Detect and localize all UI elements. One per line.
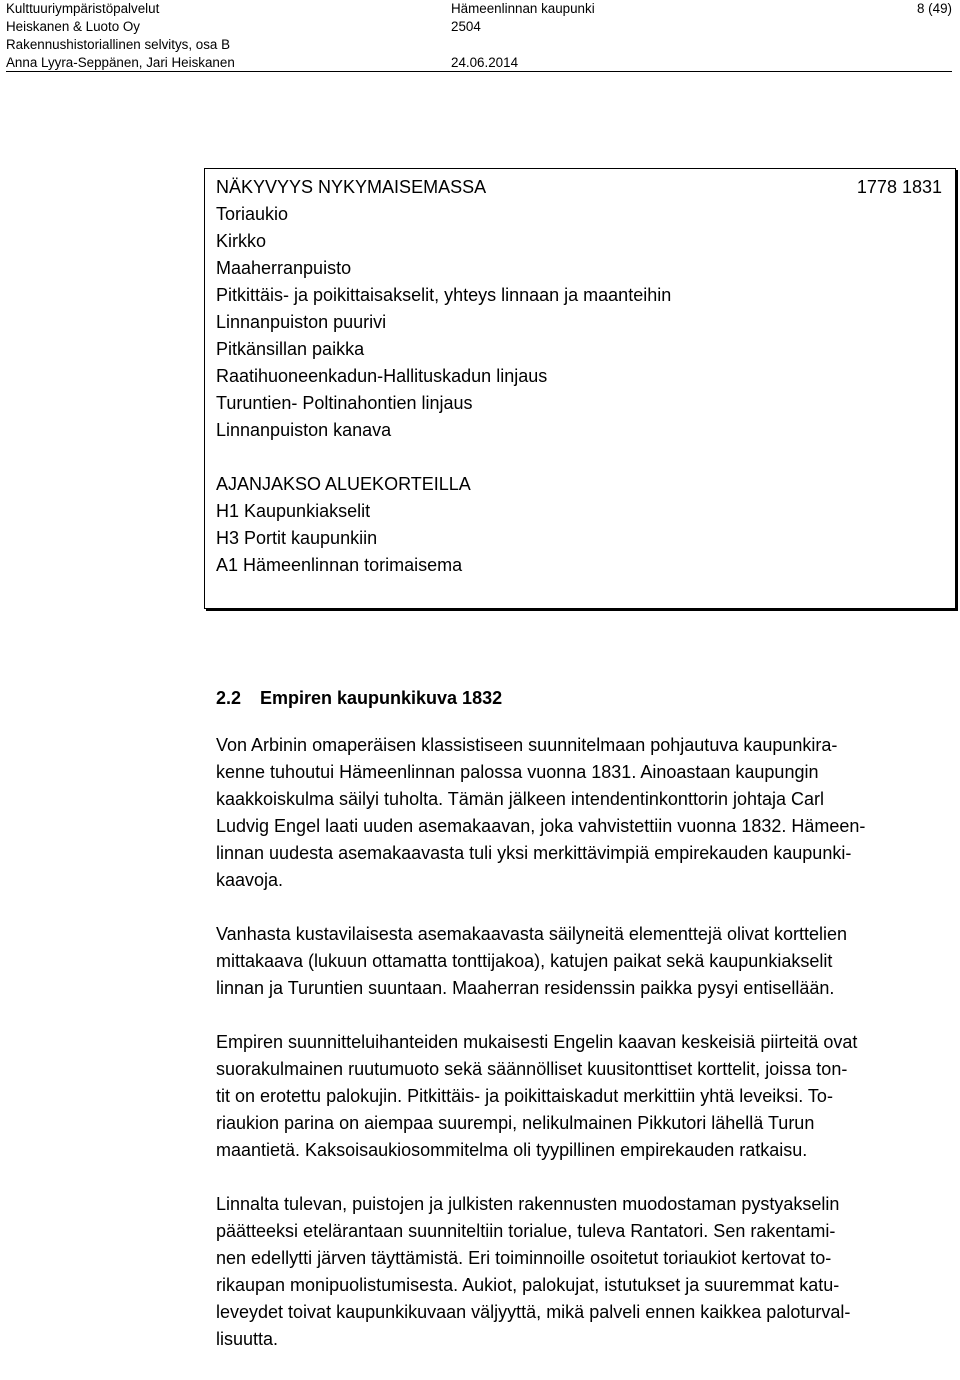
header-page-number: 8 (49) bbox=[917, 1, 952, 16]
header-client: Hämeenlinnan kaupunki bbox=[451, 1, 595, 16]
header-company: Heiskanen & Luoto Oy bbox=[6, 19, 140, 34]
header-date: 24.06.2014 bbox=[451, 55, 519, 70]
header-project-number: 2504 bbox=[451, 19, 481, 34]
text-line: Von Arbinin omaperäisen klassistiseen suunnitelmaan pohjautuva kaupunkira- bbox=[216, 735, 838, 755]
paragraph bbox=[216, 1191, 930, 1353]
text-line: päätteeksi etelärantaan suunniteltiin torialue, tuleva Rantatori. Sen rakentami- bbox=[216, 1221, 836, 1241]
header-authors: Anna Lyyra-Seppänen, Jari Heiskanen bbox=[6, 55, 235, 70]
box-item: Toriaukio bbox=[216, 204, 289, 224]
box-item: Maaherranpuisto bbox=[216, 258, 352, 278]
box-item: Pitkänsillan paikka bbox=[216, 339, 365, 359]
box-years: 1778 1831 bbox=[856, 177, 942, 197]
text-line: mittakaava (lukuun ottamatta tonttijakoa), katujen paikat sekä kaupunkiakselit bbox=[216, 951, 833, 971]
text-line: riaukion parina on aiempaa suurempi, nelikulmainen Pikkutori lähellä Turun bbox=[216, 1113, 815, 1133]
paragraph bbox=[216, 1029, 930, 1164]
page-header bbox=[6, 0, 952, 72]
box-item: Pitkittäis- ja poikittaisakselit, yhteys linnaan ja maanteihin bbox=[216, 285, 672, 305]
box-item: Turuntien- Poltinahontien linjaus bbox=[216, 393, 473, 413]
text-line: kaakkoiskulma säilyi tuholta. Tämän jälkeen intendentinkonttorin johtaja Carl bbox=[216, 789, 825, 809]
text-line: nen edellytti järven täyttämistä. Eri toiminnoille osoitetut toriaukiot kertovat to- bbox=[216, 1248, 832, 1268]
header-middle bbox=[451, 0, 595, 72]
header-divider bbox=[6, 71, 952, 72]
box-title: NÄKYVYYS NYKYMAISEMASSA bbox=[216, 177, 487, 197]
text-line: lisuutta. bbox=[216, 1329, 279, 1349]
text-line: suorakulmainen ruutumuoto sekä säännölliset kuusitonttiset korttelit, joissa ton- bbox=[216, 1059, 848, 1079]
text-line: Empiren suunnitteluihanteiden mukaisesti Engelin kaavan keskeisiä piirteitä ovat bbox=[216, 1032, 858, 1052]
summary-box bbox=[204, 168, 956, 609]
header-empty bbox=[451, 36, 595, 54]
header-report-title: Rakennushistoriallinen selvitys, osa B bbox=[6, 37, 231, 52]
text-line: rikaupan monipuolistumisesta. Aukiot, palokujat, istutukset ja suuremmat katu- bbox=[216, 1275, 840, 1295]
box-item: Kirkko bbox=[216, 231, 267, 251]
box-item: Linnanpuiston puurivi bbox=[216, 312, 387, 332]
body-text bbox=[216, 732, 930, 1380]
box-period-item: A1 Hämeenlinnan torimaisema bbox=[216, 555, 463, 575]
box-item: Raatihuoneenkadun-Hallituskadun linjaus bbox=[216, 366, 548, 386]
text-line: leveydet toivat kaupunkikuvaan väljyyttä, mikä palveli ennen kaikkea paloturval- bbox=[216, 1302, 851, 1322]
box-period-item: H3 Portit kaupunkiin bbox=[216, 528, 378, 548]
summary-box-content bbox=[216, 174, 671, 579]
text-line: Linnalta tulevan, puistojen ja julkisten rakennusten muodostaman pystyakselin bbox=[216, 1194, 840, 1214]
box-item: Linnanpuiston kanava bbox=[216, 420, 392, 440]
box-spacer bbox=[216, 444, 671, 471]
paragraph bbox=[216, 732, 930, 894]
text-line: maantietä. Kaksoisaukiosommitelma oli tyypillinen empirekauden ratkaisu. bbox=[216, 1140, 808, 1160]
text-line: kaavoja. bbox=[216, 870, 284, 890]
box-period-item: H1 Kaupunkiakselit bbox=[216, 501, 371, 521]
text-line: Ludvig Engel laati uuden asemakaavan, joka vahvistettiin vuonna 1832. Hämeen- bbox=[216, 816, 866, 836]
text-line: tit on erotettu palokujin. Pitkittäis- ja poikittaiskadut merkittiin yhtä leveiksi. To- bbox=[216, 1086, 833, 1106]
header-org: Kulttuuriympäristöpalvelut bbox=[6, 1, 160, 16]
text-line: linnan ja Turuntien suuntaan. Maaherran residenssin paikka pysyi entisellään. bbox=[216, 978, 835, 998]
text-line: kenne tuhoutui Hämeenlinnan palossa vuonna 1831. Ainoastaan kaupungin bbox=[216, 762, 819, 782]
paragraph bbox=[216, 921, 930, 1002]
box-period-title: AJANJAKSO ALUEKORTEILLA bbox=[216, 474, 471, 494]
text-line: Vanhasta kustavilaisesta asemakaavasta säilyneitä elementtejä olivat korttelien bbox=[216, 924, 848, 944]
section-number: 2.2 bbox=[216, 688, 242, 708]
section-title: Empiren kaupunkikuva 1832 bbox=[260, 688, 503, 708]
header-left bbox=[6, 0, 235, 72]
text-line: linnan uudesta asemakaavasta tuli yksi merkittävimpiä empirekauden kaupunki- bbox=[216, 843, 852, 863]
